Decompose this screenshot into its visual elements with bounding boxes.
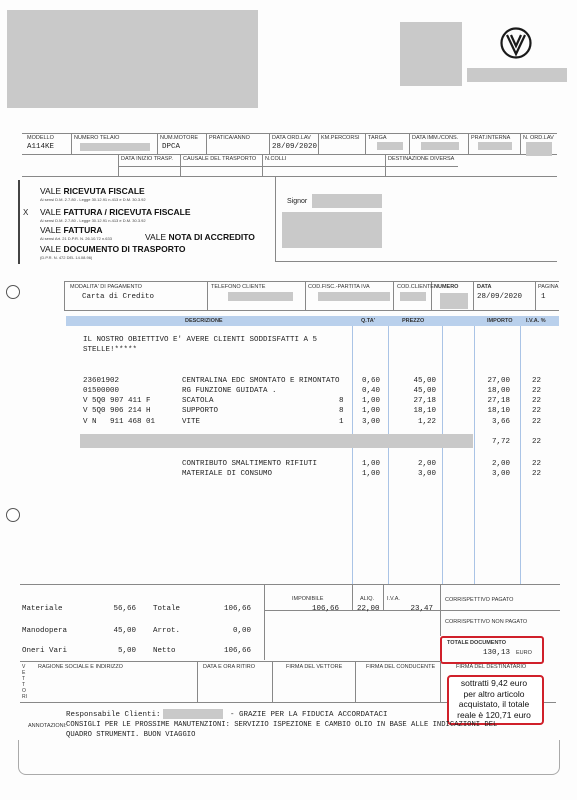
row-qta: 3,00 (361, 418, 380, 426)
row-qta: 1,00 (361, 407, 380, 415)
netto-value: 106,66 (223, 647, 251, 655)
intro-line: STELLE!***** (83, 346, 138, 354)
intro-line: IL NOSTRO OBIETTIVO E' AVERE CLIENTI SODDISFATTI A 5 (83, 336, 318, 344)
row-iva: 22 (532, 470, 542, 478)
redacted-telefono (228, 292, 293, 301)
manodopera-label: Manodopera (22, 627, 68, 635)
row-importo: 2,00 (491, 460, 510, 468)
km-label: KM.PERCORSI (321, 135, 360, 141)
data-label: DATA (477, 284, 492, 290)
imponibile-label: IMPONIBILE (292, 596, 324, 602)
firma-vettore-label: FIRMA DEL VETTORE (286, 664, 343, 670)
row-qta: 1,00 (361, 397, 380, 405)
bottom-frame (18, 740, 560, 775)
row-qta: 1,00 (361, 470, 380, 478)
row-desc: SCATOLA (182, 397, 214, 405)
trasporto-label: DOCUMENTO DI TRASPORTO (63, 244, 186, 254)
n-ord-label: N. ORD.LAV (523, 135, 554, 141)
row-importo: 18,00 (487, 387, 510, 395)
trasporto-prefix: VALE (40, 244, 62, 254)
annotazioni-line: CONSIGLI PER LE PROSSIME MANUTENZIONI: SERVIZIO ISPEZIONE E CAMBIO OLIO IN BASE ALLE INDICAZIONI DEL (66, 721, 498, 729)
row-prezzo: 1,22 (417, 418, 436, 426)
data-imm-label: DATA IMM./CONS. (412, 135, 459, 141)
redacted-cf (318, 292, 390, 301)
fattura-ricevuta-fiscale (40, 207, 191, 217)
firma-conducente-label: FIRMA DEL CONDUCENTE (366, 664, 436, 670)
cf-label: COD.FISC.-PARTITA IVA (308, 284, 370, 290)
row-prezzo: 18,10 (413, 407, 436, 415)
binder-hole (6, 508, 20, 522)
fattura-ric-note: Ai sensi D.M. 2.7.80 - Legge 30.12.91 n.413 e D.M. 30.3.92 (40, 218, 146, 223)
redacted-customer-address (282, 212, 382, 248)
row-iva: 22 (532, 397, 542, 405)
col-iva: I.V.A. % (526, 318, 546, 324)
redacted-cod-cliente (400, 292, 426, 301)
pratica-label: PRATICA/ANNO (209, 135, 250, 141)
redacted-dealer-address (400, 22, 462, 86)
redacted-telaio (80, 143, 150, 151)
row-importo: 27,18 (487, 397, 510, 405)
aliq-label: ALIQ. (360, 596, 375, 602)
imponibile-value: 106,66 (311, 605, 339, 613)
corr-pagato-label: CORRISPETTIVO PAGATO (445, 597, 514, 603)
correction-note (450, 678, 538, 720)
vw-logo (500, 27, 532, 59)
selected-mark: X (23, 208, 29, 217)
row-importo: 3,00 (491, 470, 510, 478)
row-importo: 27,00 (487, 377, 510, 385)
note-line: acquistato, il totale (458, 699, 530, 709)
arrot-value: 0,00 (232, 627, 251, 635)
row-prezzo: 27,18 (413, 397, 436, 405)
row-iva: 22 (532, 377, 542, 385)
data-value: 28/09/2020 (477, 293, 523, 301)
col-qta: Q.TA' (361, 318, 376, 324)
causale-label: CAUSALE DEL TRASPORTO (183, 156, 257, 162)
row-desc: CENTRALINA EDC SMONTATO E RIMONTATO (182, 377, 340, 385)
signor-label: Signor (287, 198, 308, 205)
data-ritiro-label: DATA E ORA RITIRO (203, 664, 256, 670)
binder-hole (6, 285, 20, 299)
row-iva: 22 (532, 460, 542, 468)
totale-label: Totale (153, 605, 181, 613)
ricevuta-fiscale (40, 186, 145, 196)
inizio-label: DATA INIZIO TRASP. (121, 156, 173, 162)
row-qta: 1,00 (361, 460, 380, 468)
row-iva: 22 (532, 438, 542, 446)
row-prezzo: 3,00 (417, 470, 436, 478)
documento-trasporto (40, 244, 185, 254)
ricevuta-prefix: VALE (40, 186, 62, 196)
ricevuta-note: Ai sensi D.M. 2.7.80 - Legge 30.12.91 n.413 e D.M. 30.3.92 (40, 197, 146, 202)
row-n: 8 (339, 407, 344, 415)
modello-value: A114KE (27, 143, 55, 151)
row-n: 8 (339, 397, 344, 405)
fattura (40, 225, 103, 235)
iva-tot-value: 23,47 (410, 605, 433, 613)
row-prezzo: 45,00 (413, 387, 436, 395)
redacted-prat-int (478, 142, 512, 150)
oneri-value: 5,00 (117, 647, 136, 655)
redacted-dealer-details (467, 68, 567, 82)
iva-tot-label: I.V.A. (387, 596, 400, 602)
row-importo: 18,10 (487, 407, 510, 415)
totale-value: 106,66 (223, 605, 251, 613)
row-code: V 5Q0 906 214 H (83, 407, 151, 415)
fattura-ric-prefix: VALE (40, 207, 62, 217)
data-ord-label: DATA ORD.LAV (272, 135, 311, 141)
targa-label: TARGA (368, 135, 387, 141)
telaio-label: NUMERO TELAIO (74, 135, 120, 141)
telefono-label: TELEFONO CLIENTE (211, 284, 266, 290)
fattura-label: FATTURA (63, 225, 103, 235)
note-line: per altro articolo (463, 688, 525, 699)
col-importo: IMPORTO (487, 318, 513, 324)
ricevuta-label: RICEVUTA FISCALE (63, 186, 145, 196)
row-prezzo: 45,00 (413, 377, 436, 385)
ragione-label: RAGIONE SOCIALE E INDIRIZZO (38, 664, 123, 670)
fattura-prefix: VALE (40, 225, 62, 235)
row-qta: 0,40 (361, 387, 380, 395)
row-desc: MATERIALE DI CONSUMO (182, 470, 273, 478)
fattura-ric-label: FATTURA / RICEVUTA FISCALE (63, 207, 191, 217)
row-code: V N 911 468 01 (83, 418, 156, 426)
modalita-label: MODALITA' DI PAGAMENTO (70, 284, 142, 290)
col-prezzo: PREZZO (402, 318, 425, 324)
vettori-label: VETTORI (22, 664, 27, 700)
grazie-text: - GRAZIE PER LA FIDUCIA ACCORDATACI (230, 711, 388, 719)
row-desc: VITE (182, 418, 201, 426)
row-desc: RG FUNZIONE GUIDATA . (182, 387, 277, 395)
numero-label: NUMERO (434, 284, 459, 290)
colli-label: N.COLLI (265, 156, 287, 162)
note-line: reale è 120,71 euro (457, 709, 531, 720)
oneri-label: Oneri Vari (22, 647, 68, 655)
annotazioni-label: ANNOTAZIONI: (28, 723, 67, 729)
firma-destinatario-label: FIRMA DEL DESTINATARIO (456, 664, 527, 670)
redacted-numero (440, 293, 468, 309)
materiale-label: Materiale (22, 605, 63, 613)
row-qta: 0,60 (361, 377, 380, 385)
totale-doc-label: TOTALE DOCUMENTO (447, 640, 506, 646)
nota-accredito (145, 232, 255, 242)
modello-label: MODELLO (27, 135, 54, 141)
fattura-note: Ai sensi Art. 21 D.P.R. N. 26.10.72 n.633 (40, 236, 112, 241)
aliq-value: 22,00 (357, 605, 380, 613)
corr-non-pagato-label: CORRISPETTIVO NON PAGATO (445, 619, 528, 625)
row-iva: 22 (532, 387, 542, 395)
row-importo: 3,66 (491, 418, 510, 426)
row-importo: 7,72 (491, 438, 510, 446)
responsabile-label: Responsabile Clienti: (66, 711, 161, 719)
currency-label: EURO (516, 650, 532, 656)
arrot-label: Arrot. (153, 627, 181, 635)
manodopera-value: 45,00 (113, 627, 136, 635)
redacted-row-description (80, 434, 473, 448)
row-iva: 22 (532, 418, 542, 426)
trasporto-note: (D.P.R. N. 472 DEL 14.08.96) (40, 255, 93, 260)
row-code: 01500000 (83, 387, 120, 395)
row-code: 23601902 (83, 377, 120, 385)
row-desc: CONTRIBUTO SMALTIMENTO RIFIUTI (182, 460, 318, 468)
col-descrizione: DESCRIZIONE (185, 318, 223, 324)
netto-label: Netto (153, 647, 176, 655)
motore-value: DPCA (162, 143, 181, 151)
cod-cliente-label: COD.CLIENTE (397, 284, 434, 290)
dest-label: DESTINAZIONE DIVERSA (388, 156, 455, 162)
note-line: sottratti 9,42 euro (460, 678, 528, 688)
redacted-customer-name (312, 194, 382, 208)
row-iva: 22 (532, 407, 542, 415)
redacted-targa (377, 142, 403, 150)
redacted-dealer-info (7, 10, 258, 108)
modalita-value: Carta di Credito (82, 293, 155, 301)
row-desc: SUPPORTO (182, 407, 219, 415)
nota-prefix: VALE (145, 232, 167, 242)
materiale-value: 56,66 (113, 605, 136, 613)
prat-int-label: PRAT.INTERNA (471, 135, 511, 141)
nota-label: NOTA DI ACCREDITO (168, 232, 255, 242)
redacted-data-imm (421, 142, 459, 150)
data-ord-value: 28/09/2020 (272, 143, 318, 151)
motore-label: NUM.MOTORE (160, 135, 199, 141)
redacted-n-ord (526, 142, 552, 156)
annotazioni-line: QUADRO STRUMENTI. BUON VIAGGIO (66, 731, 196, 739)
row-prezzo: 2,00 (417, 460, 436, 468)
table-header-band (66, 316, 559, 326)
pagina-label: PAGINA (538, 284, 559, 290)
totale-doc-value: 130,13 (482, 649, 510, 657)
row-n: 1 (339, 418, 344, 426)
row-code: V 5Q0 907 411 F (83, 397, 151, 405)
redacted-responsabile (163, 709, 223, 719)
pagina-value: 1 (541, 293, 546, 301)
